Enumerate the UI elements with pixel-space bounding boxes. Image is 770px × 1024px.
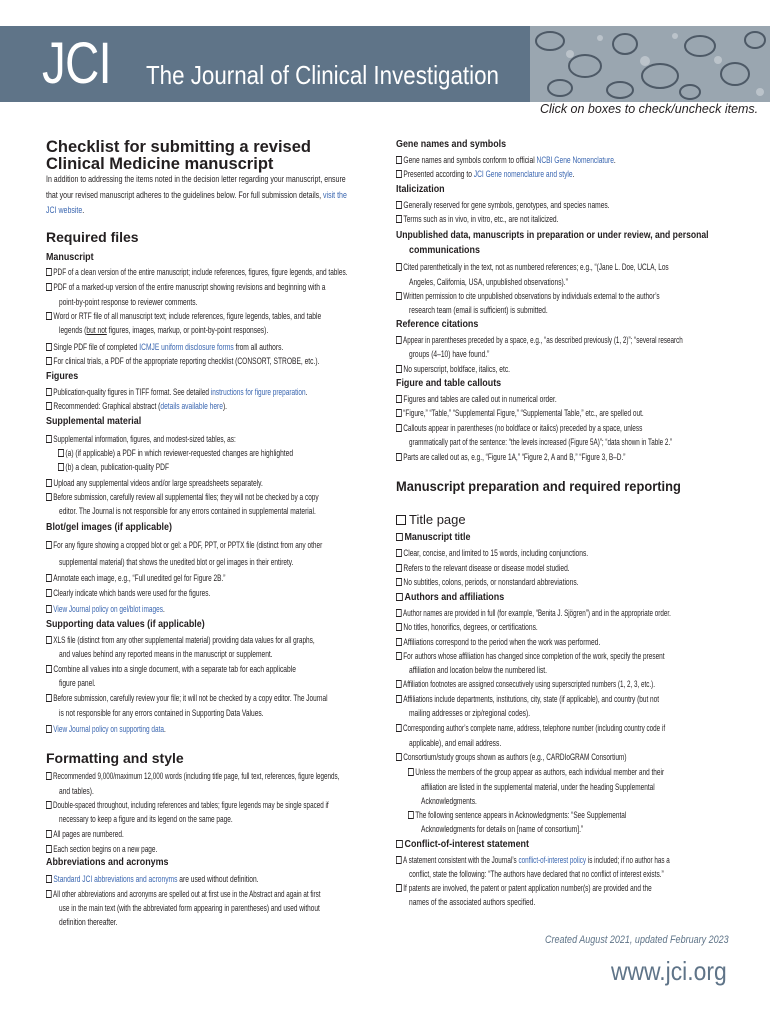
checklist-item[interactable]: Cited parenthetically in the text, not as numbered references; e.g., “(Jane L. Doe, UCLA, Los [396, 261, 669, 273]
website-url[interactable]: www.jci.org [611, 956, 727, 986]
checkbox[interactable] [46, 388, 52, 396]
checkbox[interactable] [396, 695, 402, 703]
checklist-item[interactable]: No titles, honorifics, degrees, or certifications. [396, 621, 538, 633]
journal-banner [0, 26, 770, 102]
supporting-data-policy-link[interactable]: View Journal policy on supporting data [53, 724, 165, 734]
authors-affiliations-item[interactable]: Authors and affiliations [396, 591, 504, 603]
checkbox[interactable] [46, 479, 52, 487]
checklist-item[interactable]: Corresponding author’s complete name, address, telephone number (including country code if [396, 722, 665, 734]
checklist-item[interactable]: Callouts appear in parentheses (no boldface or italics) preceded by a space, unless [396, 422, 642, 434]
checkbox[interactable] [46, 402, 52, 410]
item-continuation: supplemental material) that shows the unedited blot or gel images in their entirety. [59, 557, 294, 567]
checkbox[interactable] [396, 724, 402, 732]
item-continuation: is not responsible for any errors contained in Supporting Data Values. [59, 708, 264, 718]
checklist-item[interactable]: Recommended: Graphical abstract (details available here). [46, 400, 227, 412]
required-files-heading: Required files [46, 229, 139, 245]
gel-blot-policy-link[interactable]: View Journal policy on gel/blot images [53, 604, 163, 614]
checklist-item[interactable]: Each section begins on a new page. [46, 843, 157, 855]
item-continuation: affiliation and location below the numbered list. [409, 665, 547, 675]
checklist-item[interactable]: Word or RTF file of all manuscript text; include references, figure legends, tables, and table [46, 310, 321, 322]
checkbox[interactable] [396, 263, 402, 271]
checkbox[interactable] [396, 170, 402, 178]
checklist-item[interactable]: Affiliations correspond to the period when the work was performed. [396, 636, 600, 648]
checklist-item[interactable]: Parts are called out as, e.g., “Figure 1A,” “Figure 2, A and B,” “Figure 3, B–D.” [396, 451, 625, 463]
title-page-item[interactable]: Title page [396, 514, 466, 526]
checkbox[interactable] [396, 840, 403, 848]
checkbox[interactable] [46, 268, 52, 276]
checklist-item[interactable]: “Figure,” “Table,” “Supplemental Figure,” “Supplemental Table,” etc., are spelled out. [396, 407, 644, 419]
micrograph-image [530, 26, 770, 102]
checkbox[interactable] [396, 593, 403, 601]
checkbox[interactable] [396, 515, 406, 525]
checklist-item[interactable]: Appear in parentheses preceded by a space, e.g., “as described previously (1, 2)”; “several research [396, 334, 683, 346]
item-continuation: affiliation are listed in the supplemental material, under the heading Supplemental [421, 782, 655, 792]
checkbox[interactable] [46, 589, 52, 597]
checklist-item[interactable]: View Journal policy on supporting data. [46, 723, 166, 735]
checklist-item[interactable]: Before submission, carefully review all supplemental files; they will not be checked by a copy [46, 491, 319, 503]
checklist-subitem[interactable]: Unless the members of the group appear as authors, each individual member and their [408, 766, 664, 778]
checklist-subitem[interactable]: (a) (if applicable) a PDF in which reviewer-requested changes are highlighted [58, 447, 293, 459]
page-title-line1: Checklist for submitting a revised [46, 138, 311, 156]
italicization-heading: Italicization [396, 183, 445, 195]
item-continuation: definition thereafter. [59, 917, 118, 927]
checkbox[interactable] [46, 574, 52, 582]
checkbox[interactable] [58, 449, 64, 457]
checkbox[interactable] [396, 884, 402, 892]
checkbox[interactable] [396, 609, 402, 617]
item-continuation: applicable), and email address. [409, 738, 502, 748]
checkbox[interactable] [396, 424, 402, 432]
checklist-item[interactable]: Written permission to cite unpublished observations by individuals external to the author’s [396, 290, 660, 302]
checklist-item[interactable]: No superscript, boldface, italics, etc. [396, 363, 510, 375]
checkbox[interactable] [46, 541, 52, 549]
checkbox[interactable] [46, 694, 52, 702]
checklist-item[interactable]: PDF of a clean version of the entire manuscript; include references, figures, figure legends, and tables. [46, 266, 347, 278]
checklist-item[interactable]: Standard JCI abbreviations and acronyms are used without definition. [46, 873, 259, 885]
checkbox[interactable] [46, 875, 52, 883]
item-continuation: use in the main text (with the abbreviated form appearing in parentheses) and used without [59, 903, 320, 913]
checkbox[interactable] [396, 365, 402, 373]
item-continuation: and tables). [59, 786, 94, 796]
checkbox[interactable] [396, 578, 402, 586]
visit-link[interactable]: visit the [323, 190, 347, 200]
journal-title: The Journal of Clinical Investigation [146, 60, 499, 90]
item-continuation: figure panel. [59, 678, 96, 688]
checklist-subitem[interactable]: (b) a clean, publication-quality PDF [58, 461, 169, 473]
item-continuation: legends (but not figures, images, markup, or point-by-point responses). [59, 325, 269, 335]
checklist-item[interactable]: Publication-quality figures in TIFF format. See detailed instructions for figure preparation. [46, 386, 307, 398]
supplemental-heading: Supplemental material [46, 415, 142, 427]
checklist-item[interactable]: Annotate each image, e.g., “Full unedited gel for Figure 2B.” [46, 572, 225, 584]
checkbox[interactable] [408, 768, 414, 776]
checkbox[interactable] [46, 283, 52, 291]
item-continuation: groups (4–10) have found.” [409, 349, 490, 359]
checklist-item[interactable]: For clinical trials, a PDF of the appropriate reporting checklist (CONSORT, STROBE, etc.). [46, 355, 319, 367]
item-continuation: grammatically part of the sentence: “the levels increased (Figure 5A)”; “data shown in Table 2.” [409, 437, 673, 447]
checkbox[interactable] [46, 493, 52, 501]
item-continuation: necessary to keep a figure and its legend on the same page. [59, 814, 233, 824]
checkbox[interactable] [396, 564, 402, 572]
icmje-link[interactable]: ICMJE uniform disclosure forms [139, 342, 234, 352]
item-continuation: conflict, state the following: “The authors have declared that no conflict of interest exists.” [409, 869, 664, 879]
gene-names-heading: Gene names and symbols [396, 138, 507, 150]
item-continuation: point-by-point response to reviewer comments. [59, 297, 198, 307]
manuscript-prep-heading: Manuscript preparation and required reporting [396, 478, 681, 494]
checkbox[interactable] [396, 533, 403, 541]
checkbox[interactable] [396, 292, 402, 300]
checkbox[interactable] [396, 409, 402, 417]
checkbox[interactable] [46, 890, 52, 898]
checklist-item[interactable]: Double-spaced throughout, including references and tables; figure legends may be single spaced if [46, 799, 329, 811]
item-continuation: editor. The Journal is not responsible for any errors contained in supplemental material. [59, 506, 316, 516]
checklist-subitem[interactable]: The following sentence appears in Acknowledgments: “See Supplemental [408, 809, 626, 821]
checkbox[interactable] [396, 638, 402, 646]
abbreviations-heading: Abbreviations and acronyms [46, 856, 169, 868]
checkbox[interactable] [396, 623, 402, 631]
checkbox[interactable] [396, 453, 402, 461]
supporting-data-heading: Supporting data values (if applicable) [46, 618, 205, 630]
checklist-item[interactable]: No subtitles, colons, periods, or nonstandard abbreviations. [396, 576, 579, 588]
item-continuation: mailing addresses or zip/regional codes). [409, 708, 531, 718]
formatting-heading: Formatting and style [46, 750, 184, 766]
intro-line1: In addition to addressing the items noted in the decision letter regarding your manuscript, ensure [46, 174, 346, 184]
gene-style-link[interactable]: JCI Gene nomenclature and style [473, 169, 573, 179]
checkbox[interactable] [396, 395, 402, 403]
checkbox[interactable] [396, 753, 402, 761]
checklist-item[interactable]: Affiliations include departments, institutions, city, state (if applicable), and country (but not [396, 693, 659, 705]
coi-policy-link[interactable]: conflict-of-interest policy [518, 855, 587, 865]
checkbox[interactable] [46, 357, 52, 365]
reference-citations-heading: Reference citations [396, 318, 479, 330]
checkbox[interactable] [396, 652, 402, 660]
intro-line2: that your revised manuscript adheres to the guidelines below. For full submission details, visit the [46, 190, 347, 200]
created-date: Created August 2021, updated February 2023 [545, 934, 729, 946]
checkbox[interactable] [46, 725, 52, 733]
checklist-item[interactable]: Clearly indicate which bands were used for the figures. [46, 587, 210, 599]
checkbox[interactable] [46, 772, 52, 780]
figure-instructions-link[interactable]: instructions for figure preparation [210, 387, 306, 397]
checklist-item[interactable]: For authors whose affiliation has changed since completion of the work, specify the present [396, 650, 665, 662]
blot-heading: Blot/gel images (if applicable) [46, 521, 172, 533]
checkbox[interactable] [46, 312, 52, 320]
checkbox[interactable] [396, 336, 402, 344]
checklist-item[interactable]: Recommended 9,000/maximum 12,000 words (including title page, full text, references, figure legends, [46, 770, 339, 782]
item-continuation: research team (email is sufficient) is submitted. [409, 305, 548, 315]
checklist-item[interactable]: Combine all values into a single document, with a separate tab for each applicable [46, 663, 296, 675]
checklist-item[interactable]: Consortium/study groups shown as authors (e.g., CARDIoGRAM Consortium) [396, 751, 626, 763]
checkbox[interactable] [46, 636, 52, 644]
checklist-item[interactable]: All other abbreviations and acronyms are spelled out at first use in the Abstract and again at first [46, 888, 321, 900]
checklist-item[interactable]: Single PDF file of completed ICMJE uniform disclosure forms from all authors. [46, 341, 283, 353]
checklist-item[interactable]: XLS file (distinct from any other supplemental material) providing data values for all graphs, [46, 634, 315, 646]
checkbox[interactable] [396, 201, 402, 209]
manuscript-title-item[interactable]: Manuscript title [396, 531, 470, 543]
jci-website-link[interactable]: JCI website [46, 205, 83, 215]
checklist-item[interactable]: For any figure showing a cropped blot or gel: a PDF, PPT, or PPTX file (distinct from any other [46, 539, 322, 551]
checkbox[interactable] [58, 463, 64, 471]
checkbox[interactable] [408, 811, 414, 819]
checklist-item[interactable]: Author names are provided in full (for example, “Benita J. Sjögren”) and in the appropriate order. [396, 607, 671, 619]
item-continuation: Acknowledgments for details on [name of consortium].” [421, 824, 584, 834]
unpublished-heading: Unpublished data, manuscripts in preparation or under review, and personal [396, 229, 709, 241]
conflict-of-interest-item[interactable]: Conflict-of-interest statement [396, 838, 529, 850]
jci-logo: JCI [42, 31, 111, 96]
intro-line3: JCI website. [46, 205, 85, 215]
checklist-item[interactable]: Supplemental information, figures, and modest-sized tables, as: [46, 433, 236, 445]
checkbox[interactable] [46, 343, 52, 351]
checkbox[interactable] [396, 215, 402, 223]
checklist-item[interactable]: Before submission, carefully review your file; it will not be checked by a copy editor. The Journal [46, 692, 328, 704]
checklist-item[interactable]: All pages are numbered. [46, 828, 124, 840]
checkbox[interactable] [396, 680, 402, 688]
checkbox[interactable] [46, 845, 52, 853]
checklist-item[interactable]: Figures and tables are called out in numerical order. [396, 393, 557, 405]
checkbox-hint: Click on boxes to check/uncheck items. [540, 102, 759, 116]
checklist-item[interactable]: Upload any supplemental videos and/or large spreadsheets separately. [46, 477, 263, 489]
checklist-item[interactable]: Refers to the relevant disease or disease model studied. [396, 562, 570, 574]
abbreviations-link[interactable]: Standard JCI abbreviations and acronyms [53, 874, 178, 884]
checklist-item[interactable]: PDF of a marked-up version of the entire manuscript showing revisions and beginning with a [46, 281, 326, 293]
checklist-item[interactable]: View Journal policy on gel/blot images. [46, 603, 165, 615]
item-continuation: names of the associated authors specified. [409, 897, 536, 907]
checklist-item[interactable]: A statement consistent with the Journal’s conflict-of-interest policy is included; if no author has a [396, 854, 670, 866]
checkbox[interactable] [46, 605, 52, 613]
checkbox[interactable] [396, 549, 402, 557]
checklist-item[interactable]: If patents are involved, the patent or patent application number(s) are provided and the [396, 882, 652, 894]
checkbox[interactable] [396, 856, 402, 864]
ncbi-link[interactable]: NCBI Gene Nomenclature [536, 155, 614, 165]
checklist-item[interactable]: Terms such as in vivo, in vitro, etc., are not italicized. [396, 213, 558, 225]
manuscript-heading: Manuscript [46, 251, 94, 263]
page-title-line2: Clinical Medicine manuscript [46, 155, 274, 173]
checkbox[interactable] [46, 665, 52, 673]
checkbox[interactable] [46, 801, 52, 809]
checklist-item[interactable]: Generally reserved for gene symbols, genotypes, and species names. [396, 199, 610, 211]
item-continuation: Angeles, California, USA, unpublished observations).” [409, 277, 568, 287]
graphical-abstract-link[interactable]: details available here [160, 401, 223, 411]
checkbox[interactable] [396, 156, 402, 164]
checklist-item[interactable]: Affiliation footnotes are assigned consecutively using superscripted numbers (1, 2, 3, etc.). [396, 678, 655, 690]
checkbox[interactable] [46, 830, 52, 838]
callouts-heading: Figure and table callouts [396, 377, 502, 389]
checkbox[interactable] [46, 435, 52, 443]
checklist-item[interactable]: Presented according to JCI Gene nomenclature and style. [396, 168, 574, 180]
unpublished-heading-cont: communications [409, 244, 480, 256]
figures-heading: Figures [46, 370, 79, 382]
item-continuation: and values behind any reported means in the manuscript or supplement. [59, 649, 273, 659]
checklist-item[interactable]: Clear, concise, and limited to 15 words, including conjunctions. [396, 547, 588, 559]
checklist-item[interactable]: Gene names and symbols conform to official NCBI Gene Nomenclature. [396, 154, 616, 166]
item-continuation: Acknowledgments. [421, 796, 477, 806]
